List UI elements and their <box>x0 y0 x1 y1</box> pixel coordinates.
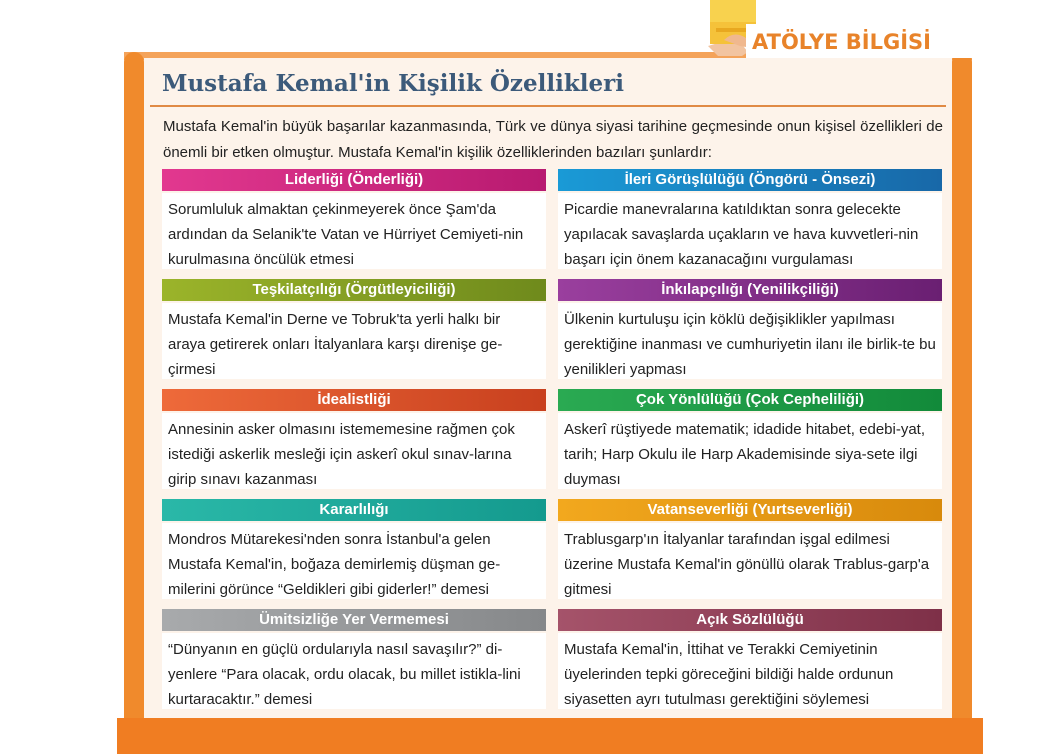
page-title: Mustafa Kemal'in Kişilik Özellikleri <box>162 70 624 97</box>
trait-description: Ülkenin kurtuluşu için köklü değişiklikler yapılması gerektiğine inanması ve cumhuriyetin ilanı ile birlik-te bu yenilikleri yapması <box>558 303 942 379</box>
board-frame-left-post <box>124 52 144 732</box>
trait-card <box>162 499 546 599</box>
trait-card <box>558 389 942 489</box>
workshop-badge-label: ATÖLYE BİLGİSİ <box>752 30 931 54</box>
trait-title: İnkılapçılığı (Yenilikçiliği) <box>558 279 942 301</box>
trait-description: Mondros Mütarekesi'nden sonra İstanbul'a gelen Mustafa Kemal'in, boğaza demirlemiş düşman ge-milerini görünce “Geldikleri gibi giderler!” demesi <box>162 523 546 599</box>
trait-description: “Dünyanın en güçlü ordularıyla nasıl savaşılır?” di-yenlere “Para olacak, ordu olacak, bu millet istikla-lini kurtaracaktır.” demesi <box>162 633 546 709</box>
trait-title: Vatanseverliği (Yurtseverliği) <box>558 499 942 521</box>
trait-title: Liderliği (Önderliği) <box>162 169 546 191</box>
trait-title: Ümitsizliğe Yer Vermemesi <box>162 609 546 631</box>
trait-description: Sorumluluk almaktan çekinmeyerek önce Şam'da ardından da Selanik'te Vatan ve Hürriyet Cemiyeti-nin kurulmasına öncülük etmesi <box>162 193 546 269</box>
trait-card <box>162 389 546 489</box>
trait-description: Askerî rüştiyede matematik; idadide hitabet, edebi-yat, tarih; Harp Okulu ile Harp Akademisinde siya-sete ilgi duyması <box>558 413 942 489</box>
trait-card <box>558 609 942 709</box>
trait-card <box>558 499 942 599</box>
trait-title: Kararlılığı <box>162 499 546 521</box>
trait-title: Çok Yönlülüğü (Çok Cepheliliği) <box>558 389 942 411</box>
board-frame-bottom <box>117 718 983 754</box>
trait-description: Annesinin asker olmasını istememesine rağmen çok istediği askerlik mesleği için askerî okul sınav-larına girip sınavı kazanması <box>162 413 546 489</box>
trait-description: Mustafa Kemal'in, İttihat ve Terakki Cemiyetinin üyelerinden tepki göreceğini bildiği halde ordunun siyasetten ayrı tutulması gerektiğini söylemesi <box>558 633 942 709</box>
trait-description: Trablusgarp'ın İtalyanlar tarafından işgal edilmesi üzerine Mustafa Kemal'in gönüllü olarak Trablus-garp'a gitmesi <box>558 523 942 599</box>
trait-card <box>558 279 942 379</box>
trait-card <box>162 609 546 709</box>
trait-title: İleri Görüşlülüğü (Öngörü - Önsezi) <box>558 169 942 191</box>
trait-card <box>162 279 546 379</box>
trait-title: Teşkilatçılığı (Örgütleyiciliği) <box>162 279 546 301</box>
trait-card <box>558 169 942 269</box>
trait-card <box>162 169 546 269</box>
trait-description: Picardie manevralarına katıldıktan sonra gelecekte yapılacak savaşlarda uçakların ve hava kuvvetleri-nin başarı için önem kazanacağını vurgulaması <box>558 193 942 269</box>
trait-title: İdealistliği <box>162 389 546 411</box>
trait-description: Mustafa Kemal'in Derne ve Tobruk'ta yerli halkı bir araya getirerek onları İtalyanlara karşı direnişe ge-çirmesi <box>162 303 546 379</box>
intro-paragraph: Mustafa Kemal'in büyük başarılar kazanmasında, Türk ve dünya siyasi tarihine geçmesinde onun kişisel özellikleri de önemli bir etken olmuştur. Mustafa Kemal'in kişilik özelliklerinden bazıları şunlardır: <box>163 118 943 161</box>
title-divider <box>150 105 946 107</box>
board-frame-right-post <box>952 52 972 732</box>
trait-title: Açık Sözlülüğü <box>558 609 942 631</box>
